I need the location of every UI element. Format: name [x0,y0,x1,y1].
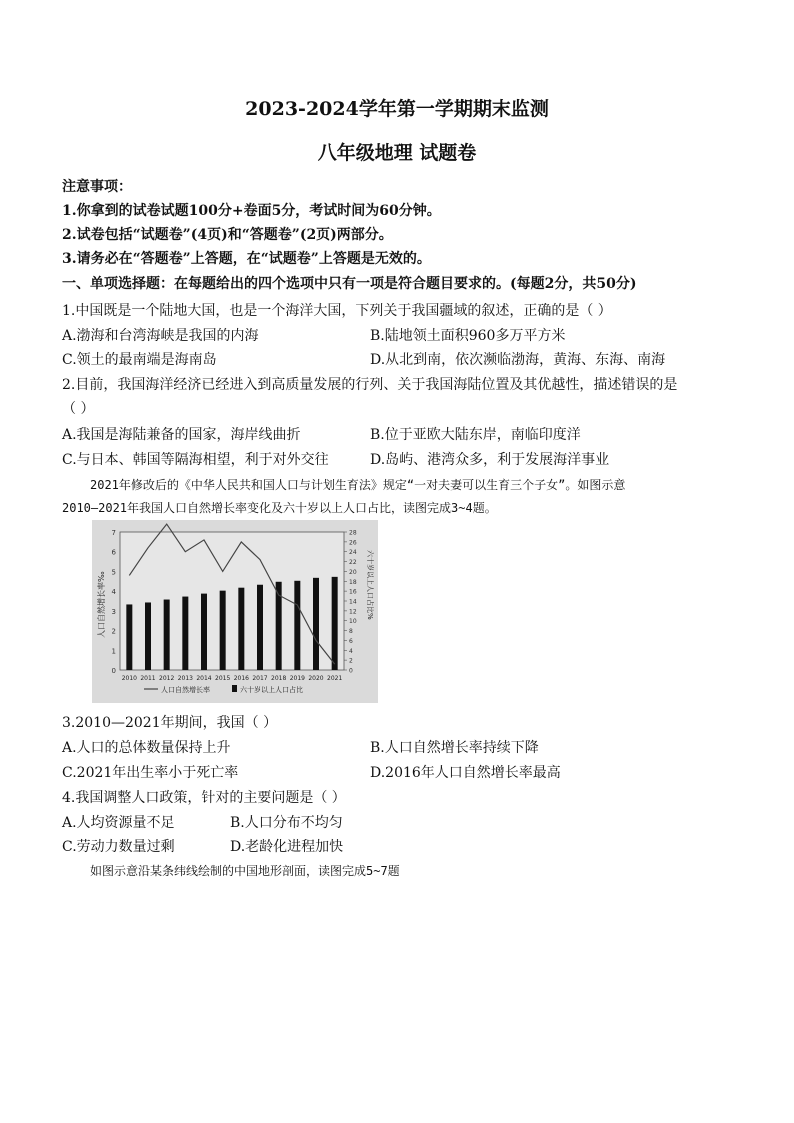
x-tick-label: 2013 [177,675,193,682]
q2-option-b: B.位于亚欧大陆东岸，南临印度洋 [370,427,581,443]
q2-option-c: C.与日本、韩国等隔海相望，利于对外交往 [62,452,329,468]
q3-stem: 3.2010—2021年期间，我国（ ） [62,715,278,731]
right-tick-label: 20 [349,568,357,576]
x-tick-label: 2016 [233,675,249,682]
left-tick-label: 1 [111,647,116,656]
notice-item-3: 3.请务必在“答题卷”上答题，在“试题卷”上答题是无效的。 [62,251,431,267]
q2-blank: （ ） [62,401,95,417]
x-tick-label: 2011 [140,675,156,682]
exam-title: 2023-2024学年第一学期期末监测 [245,98,549,120]
q1-stem: 1.中国既是一个陆地大国，也是一个海洋大国，下列关于我国疆域的叙述，正确的是（ ） [62,303,612,319]
x-tick-label: 2020 [308,675,324,682]
left-tick-label: 5 [111,568,116,577]
right-tick-label: 8 [349,628,353,636]
right-tick-label: 28 [349,529,357,537]
left-tick-label: 0 [111,667,116,675]
right-tick-label: 16 [349,588,357,596]
legend-line-label: 人口自然增长率 [161,686,210,694]
right-tick-label: 14 [349,598,357,606]
q2-stem: 2.目前，我国海洋经济已经进入到高质量发展的行列、关于我国海陆位置及其优越性，描述错误的是 [62,377,678,393]
legend-bar-label: 六十岁以上人口占比 [240,686,303,694]
notice-heading: 注意事项： [62,179,132,195]
population-chart [92,520,378,703]
left-tick-label: 7 [111,529,116,537]
intro-3-4-line2: 2010—2021年我国人口自然增长率变化及六十岁以上人口占比，读图完成3~4题。 [62,501,497,515]
left-tick-label: 4 [111,588,116,597]
q4-option-c: C.劳动力数量过剩 [62,839,175,855]
q4-stem: 4.我国调整人口政策，针对的主要问题是（ ） [62,790,346,806]
q2-option-d: D.岛屿、港湾众多，利于发展海洋事业 [370,452,610,468]
intro-3-4-line1: 2021年修改后的《中华人民共和国人口与计划生育法》规定“一对夫妻可以生育三个子女”。如图示意 [90,478,626,492]
right-tick-label: 22 [349,559,357,567]
q4-option-a: A.人均资源量不足 [62,815,175,831]
q3-option-b: B.人口自然增长率持续下降 [370,740,539,756]
notice-item-2: 2.试卷包括“试题卷”(4页)和“答题卷”(2页)两部分。 [62,227,393,243]
right-tick-label: 26 [349,539,357,547]
x-tick-label: 2018 [271,675,287,682]
legend-bar-swatch [232,685,237,692]
left-tick-label: 2 [111,627,116,636]
bar-2012 [164,600,170,670]
x-tick-label: 2021 [327,675,343,682]
right-tick-label: 24 [349,549,357,557]
bar-2020 [313,578,319,670]
y-right-axis-label: 六十岁以上人口占比% [366,550,374,620]
right-tick-label: 0 [349,667,353,675]
q3-option-d: D.2016年人口自然增长率最高 [370,765,561,781]
x-tick-label: 2014 [196,675,212,682]
q3-option-c: C.2021年出生率小于死亡率 [62,765,239,781]
right-tick-label: 6 [349,637,353,645]
x-tick-label: 2019 [289,675,305,682]
section-heading: 一、单项选择题：在每题给出的四个选项中只有一项是符合题目要求的。(每题2分，共50分) [62,276,637,292]
right-tick-label: 2 [349,657,353,665]
q1-option-b: B.陆地领土面积960多万平方米 [370,328,566,344]
bar-2013 [182,597,188,670]
bar-2016 [238,588,244,670]
notice-item-1: 1.你拿到的试卷试题100分+卷面5分，考试时间为60分钟。 [62,203,441,219]
q4-option-b: B.人口分布不均匀 [230,815,343,831]
y-left-axis-label: 人口自然增长率‰ [97,571,106,638]
right-tick-label: 4 [349,647,353,655]
q3-option-a: A.人口的总体数量保持上升 [62,740,231,756]
bar-2011 [145,602,151,670]
bar-2021 [332,577,338,670]
right-tick-label: 10 [349,618,357,626]
q4-option-d: D.老龄化进程加快 [230,839,344,855]
right-tick-label: 18 [349,578,357,586]
x-tick-label: 2017 [252,675,268,682]
q1-option-d: D.从北到南，依次濒临渤海，黄海、东海、南海 [370,352,666,368]
bar-2014 [201,594,207,670]
q2-option-a: A.我国是海陆兼备的国家，海岸线曲折 [62,427,301,443]
x-tick-label: 2015 [215,675,231,682]
left-tick-label: 6 [111,548,116,557]
intro-5-7: 如图示意沿某条纬线绘制的中国地形剖面，读图完成5~7题 [90,864,400,878]
exam-subtitle: 八年级地理 试题卷 [317,142,477,164]
bar-2017 [257,585,263,670]
bar-2010 [126,604,132,670]
x-tick-label: 2010 [121,675,137,682]
x-tick-label: 2012 [159,675,175,682]
plot-area [120,532,344,670]
q1-option-a: A.渤海和台湾海峡是我国的内海 [62,328,259,344]
bar-2019 [294,581,300,670]
left-tick-label: 3 [111,607,116,616]
bar-2015 [220,591,226,670]
q1-option-c: C.领土的最南端是海南岛 [62,352,217,368]
right-tick-label: 12 [349,608,357,616]
